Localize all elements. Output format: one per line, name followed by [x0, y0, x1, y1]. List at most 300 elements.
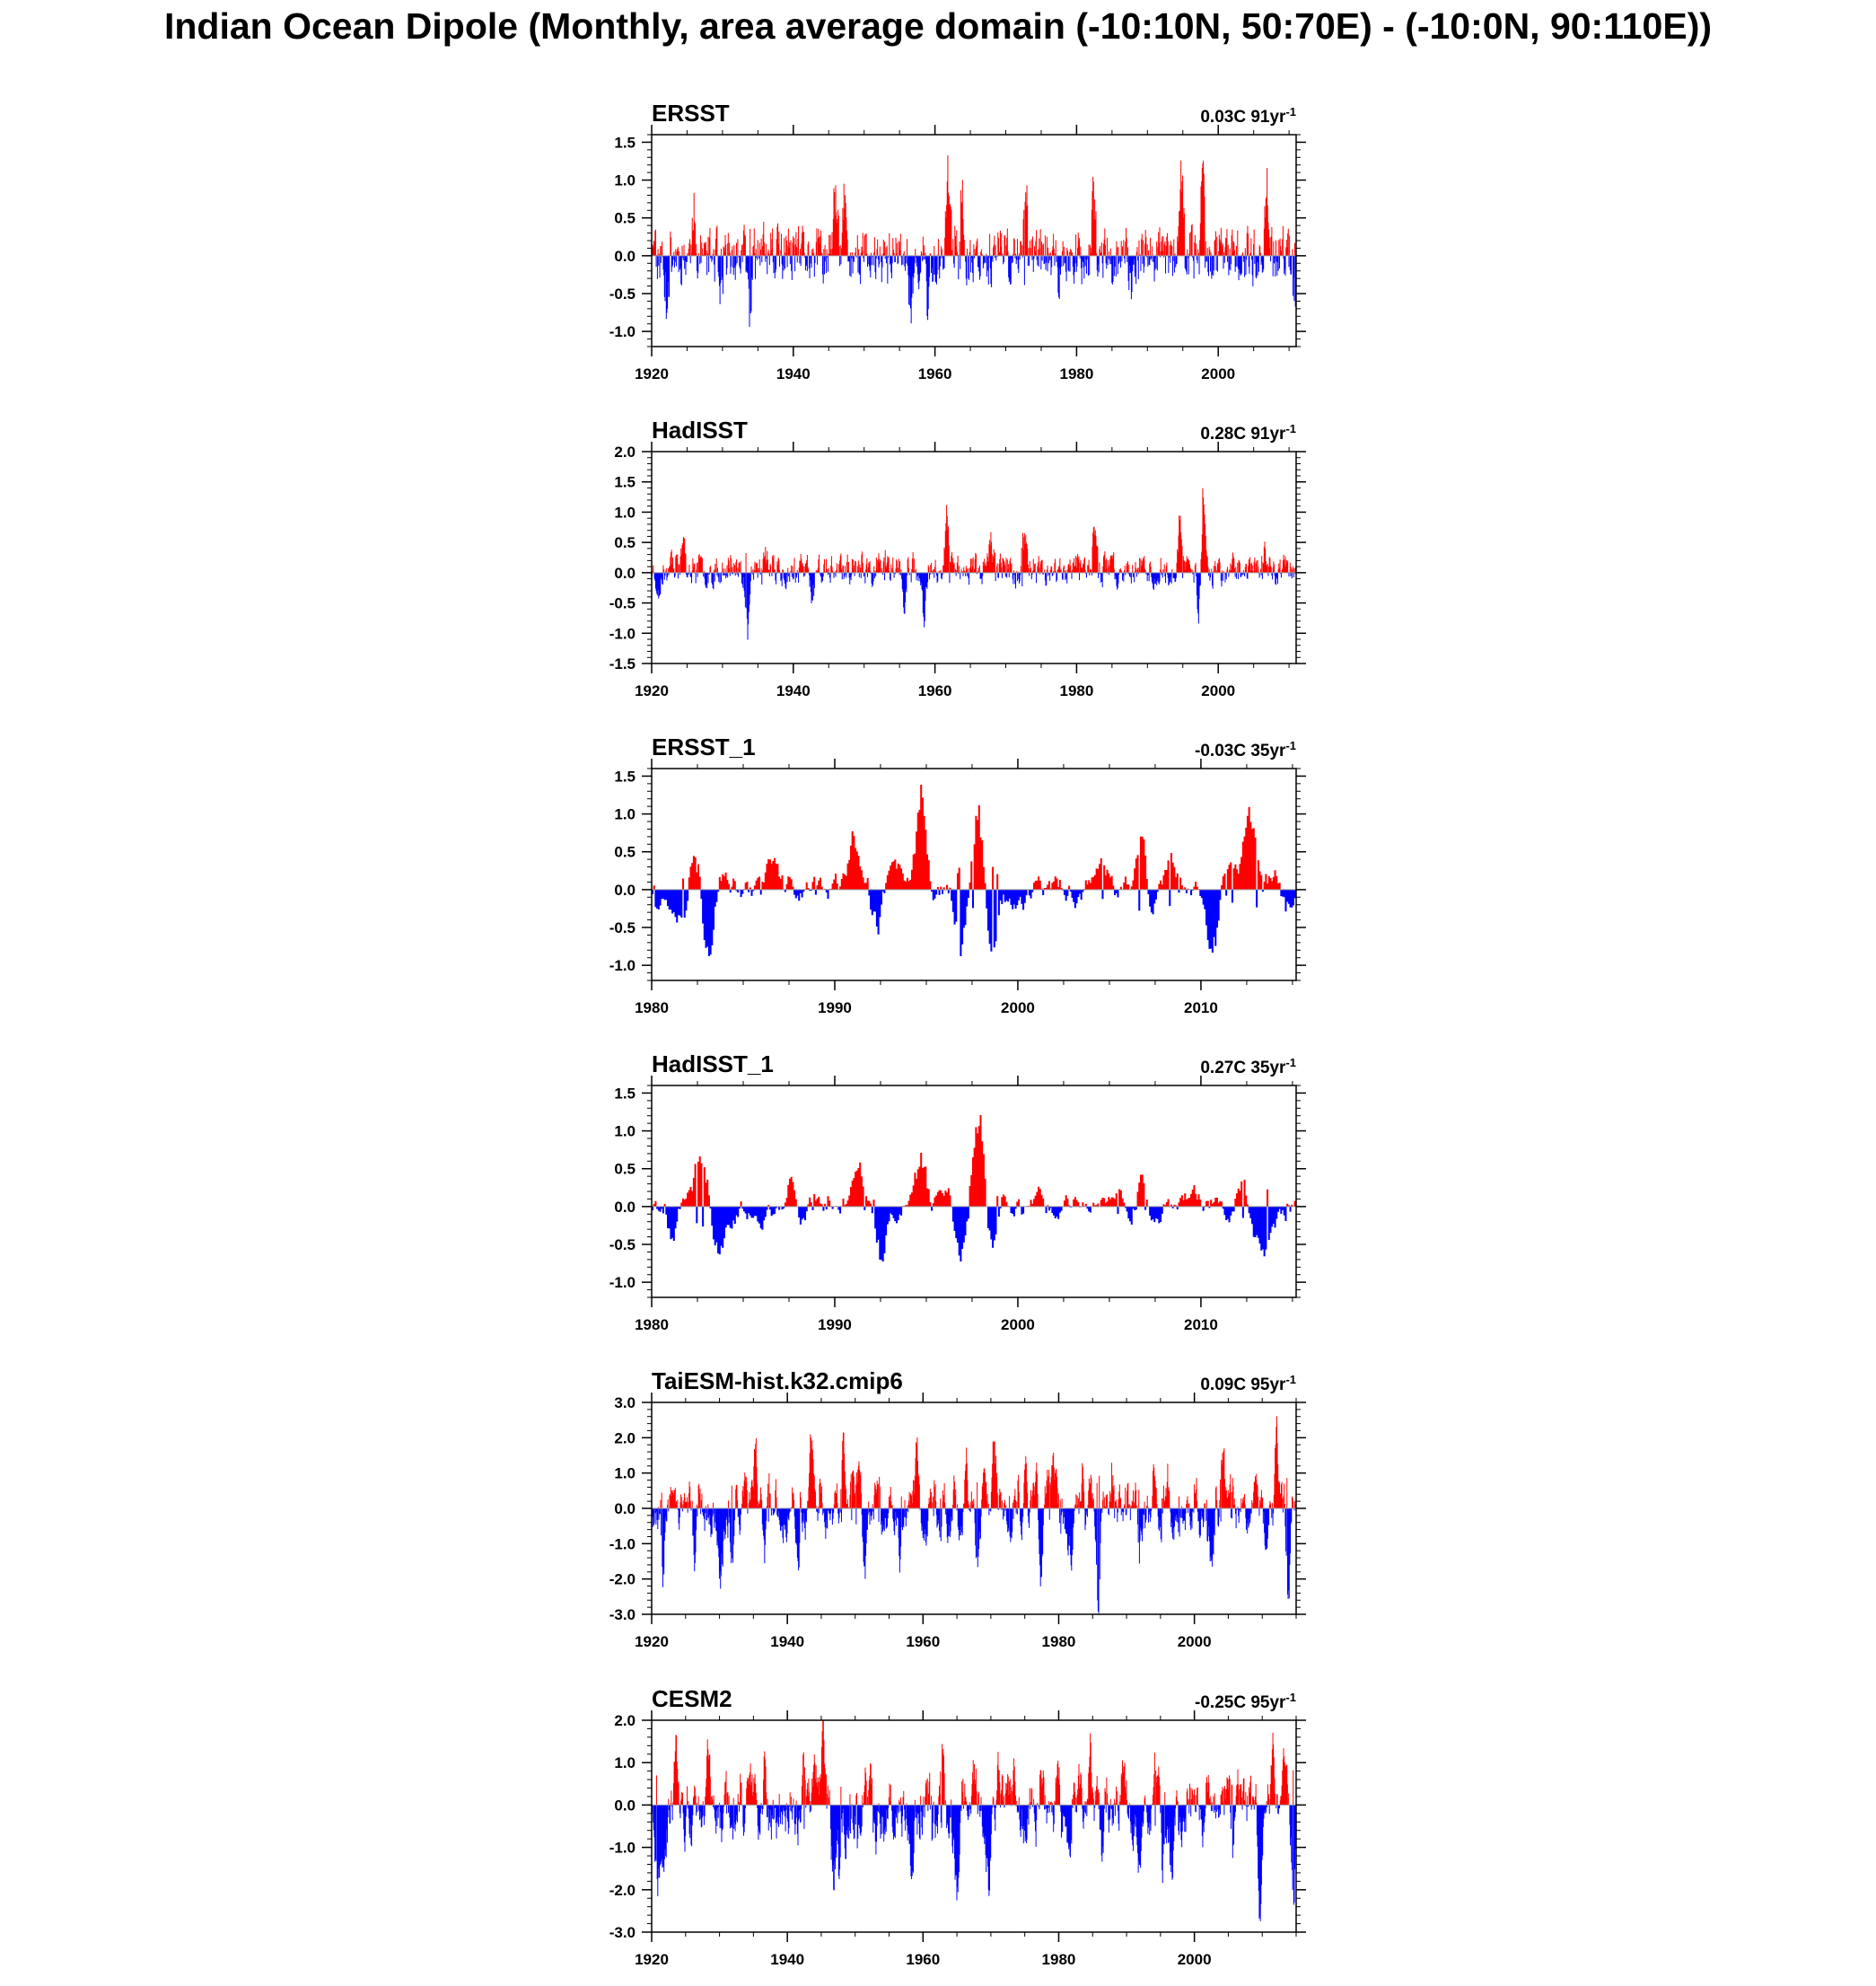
bar [759, 559, 760, 573]
bar [1249, 558, 1250, 573]
bar [710, 1777, 711, 1805]
y-tick-label: -1.5 [609, 655, 636, 672]
bar [696, 1508, 697, 1530]
bar [1130, 1508, 1131, 1520]
bar [714, 256, 715, 282]
y-tick-label: 1.5 [614, 473, 636, 491]
bar [1166, 563, 1167, 573]
bar [892, 256, 893, 264]
bar [691, 573, 692, 584]
bar [808, 242, 809, 256]
bar [1289, 235, 1290, 255]
bar [778, 1207, 780, 1210]
bar [811, 256, 812, 268]
bar [827, 1508, 828, 1529]
y-tick-label: -1.0 [609, 323, 636, 341]
bar [1123, 573, 1124, 582]
bar [1208, 256, 1209, 277]
bar [1226, 573, 1227, 579]
bar [1145, 237, 1146, 256]
bar [845, 566, 846, 573]
bar [655, 1805, 656, 1860]
bar [872, 1207, 873, 1213]
bar [1099, 1508, 1100, 1613]
bar [1293, 568, 1294, 573]
bar [1127, 884, 1129, 890]
bars [652, 1416, 1296, 1613]
bar [1236, 1508, 1237, 1528]
bar [1001, 1492, 1002, 1508]
bar [782, 573, 783, 586]
bar [901, 256, 902, 265]
bar [733, 563, 734, 573]
bar [973, 558, 974, 573]
bar [771, 573, 772, 576]
bar [959, 867, 960, 889]
bar [1004, 1500, 1005, 1508]
y-tick-label: 1.0 [614, 171, 636, 189]
bar [1058, 1494, 1059, 1508]
bar [1024, 256, 1025, 286]
bar [1079, 1508, 1080, 1514]
bar [931, 1207, 933, 1211]
bar [1077, 1202, 1079, 1207]
bar [761, 568, 762, 573]
bar [1152, 247, 1153, 256]
bar [784, 238, 785, 256]
bar [962, 1508, 963, 1535]
x-tick-label: 1920 [635, 365, 669, 382]
bar [694, 564, 695, 573]
bar [698, 1797, 699, 1806]
bar [747, 1490, 748, 1508]
bar [1237, 256, 1238, 267]
bar [1049, 256, 1050, 260]
bar [870, 561, 871, 573]
bar [1263, 256, 1264, 269]
y-tick-label: -1.0 [609, 1535, 636, 1553]
bar [1294, 243, 1295, 256]
bar [907, 1505, 908, 1508]
bar [1168, 860, 1170, 889]
bar [1209, 250, 1210, 256]
bar [700, 235, 701, 256]
bar [880, 561, 881, 573]
bar [678, 247, 679, 256]
bar [927, 573, 928, 583]
bar [872, 1200, 874, 1207]
bar [1043, 243, 1044, 256]
bar [1106, 558, 1107, 573]
bar [907, 1508, 908, 1512]
bar [699, 256, 700, 264]
bar [1210, 573, 1211, 577]
bar [1232, 890, 1233, 903]
bars [652, 488, 1296, 640]
bar [725, 244, 726, 255]
bar [1048, 1470, 1049, 1508]
bar [1116, 256, 1117, 277]
bar [1001, 233, 1002, 256]
bar [1069, 252, 1070, 256]
panel-title: HadISST [652, 417, 748, 444]
panel-title: ERSST_1 [652, 734, 756, 760]
bar [838, 1508, 839, 1518]
panel-trend: 0.03C $91yr^{-1}$ [1200, 104, 1296, 127]
bar [727, 573, 728, 577]
bar [730, 573, 731, 576]
bar [1086, 573, 1087, 578]
bar [1106, 256, 1107, 268]
y-tick-label: 1.0 [614, 1464, 636, 1482]
bar [660, 1500, 661, 1508]
y-tick-label: -1.0 [609, 1274, 636, 1292]
bar [837, 1503, 838, 1508]
x-tick-label: 1980 [1059, 682, 1094, 699]
y-tick-label: 1.5 [614, 768, 636, 786]
bar [1226, 229, 1227, 256]
bar [1245, 1505, 1246, 1508]
bar [1165, 573, 1166, 583]
bar [1278, 256, 1279, 271]
bar [888, 1508, 889, 1513]
bar [1096, 1508, 1097, 1565]
bar [840, 245, 841, 256]
bar [1211, 568, 1212, 572]
bar [797, 256, 798, 262]
bar [1173, 240, 1174, 256]
bar [1079, 573, 1080, 580]
bar [734, 1508, 735, 1520]
bar [1042, 890, 1044, 895]
bar [823, 573, 824, 576]
bar [848, 562, 849, 573]
bar [789, 573, 790, 582]
bar [968, 568, 969, 573]
bar [1206, 1499, 1207, 1508]
bar [969, 240, 970, 256]
bar [799, 256, 800, 263]
bar [668, 1499, 669, 1508]
bar [958, 556, 959, 573]
bar [823, 256, 824, 284]
bar [1236, 573, 1237, 579]
bar [1162, 1207, 1163, 1214]
bar [716, 1805, 717, 1826]
bar [889, 557, 890, 572]
bar [690, 1501, 691, 1508]
bar [669, 256, 670, 297]
bar [1080, 247, 1081, 256]
y-tick-label: -3.0 [609, 1606, 636, 1623]
bar [1235, 256, 1236, 267]
y-tick-label: 0.5 [614, 209, 636, 227]
bar [1149, 256, 1150, 265]
bar [1173, 256, 1174, 261]
bar [866, 233, 867, 256]
bar [1121, 1508, 1122, 1516]
bar [706, 256, 707, 275]
bar [998, 573, 999, 578]
bar [803, 573, 804, 577]
bar [1154, 256, 1155, 270]
bar [995, 1207, 996, 1235]
bar [1018, 573, 1019, 579]
bar [1212, 256, 1213, 275]
bar [1283, 226, 1284, 256]
bar [778, 232, 779, 256]
bar [1063, 256, 1064, 266]
bar [826, 256, 827, 273]
bar [1188, 1503, 1189, 1508]
bar [1142, 234, 1143, 256]
bar [1146, 879, 1148, 890]
bar [793, 558, 794, 573]
bar [746, 553, 747, 573]
bar [1049, 573, 1050, 581]
bar [1042, 560, 1043, 573]
bar [838, 564, 839, 573]
bar [997, 1493, 998, 1508]
bar [855, 248, 856, 256]
x-tick-label: 1920 [635, 682, 669, 699]
bar [685, 554, 686, 573]
bar [1190, 569, 1191, 573]
y-tick-label: -0.5 [609, 919, 636, 936]
bar [1083, 1492, 1084, 1508]
bar [1159, 227, 1160, 256]
bar [880, 246, 881, 255]
bar [741, 245, 742, 256]
y-tick-label: 0.0 [614, 1198, 636, 1216]
bar [1269, 237, 1270, 255]
bar [1101, 242, 1102, 256]
bar [1137, 855, 1139, 889]
bar [814, 573, 815, 588]
bar [880, 1487, 881, 1508]
bar [708, 1195, 710, 1206]
y-tick-label: 1.0 [614, 504, 636, 522]
bar [717, 567, 718, 572]
bar [668, 1799, 669, 1806]
bar [1005, 1202, 1007, 1207]
bar [957, 1504, 958, 1508]
bar [1144, 1207, 1146, 1210]
bar [980, 256, 981, 277]
bar [890, 565, 891, 573]
bar [1187, 1496, 1188, 1508]
bar [1171, 246, 1172, 256]
bar [919, 1484, 920, 1508]
bar [1244, 573, 1245, 576]
bar [995, 245, 996, 256]
bars [652, 785, 1296, 956]
y-tick-label: 1.5 [614, 1085, 636, 1103]
bar [858, 560, 859, 572]
bar [1279, 256, 1280, 268]
bar [868, 1501, 869, 1508]
bar [1071, 573, 1072, 579]
bar [1051, 567, 1052, 573]
bar [967, 573, 968, 576]
bar [1271, 1508, 1272, 1518]
bar [1209, 569, 1210, 573]
bar [861, 573, 862, 578]
bar [1022, 1207, 1024, 1214]
bar [1235, 573, 1236, 577]
bar [1293, 256, 1294, 301]
x-tick-label: 1990 [818, 1316, 852, 1333]
bar [1046, 573, 1047, 585]
bar [867, 878, 869, 890]
bar [687, 1787, 688, 1806]
bar [1168, 242, 1169, 256]
bar [784, 256, 785, 271]
bar [915, 249, 916, 256]
bar [897, 243, 898, 256]
bar [1044, 256, 1045, 264]
bar [1213, 573, 1214, 589]
bar [1186, 1508, 1187, 1514]
bar [1127, 561, 1128, 573]
bar [1089, 256, 1090, 276]
bar [1023, 210, 1024, 256]
bar [1194, 573, 1195, 583]
bar [1089, 560, 1090, 573]
bar [1056, 573, 1057, 580]
bar [1224, 256, 1225, 263]
bar [905, 256, 906, 271]
bar [825, 245, 826, 256]
plot-frame [652, 452, 1296, 663]
bar [707, 1504, 708, 1508]
panel-title: CESM2 [652, 1685, 732, 1712]
bar [1135, 567, 1136, 572]
x-tick-label: 1980 [1059, 365, 1094, 382]
bar [878, 1484, 879, 1508]
bar [922, 256, 923, 261]
bar [1196, 563, 1197, 573]
bar [1117, 1207, 1118, 1214]
bar [970, 1508, 971, 1512]
bar [956, 573, 957, 576]
bar [1231, 1508, 1232, 1518]
bar [683, 256, 684, 260]
bar [1030, 1490, 1031, 1508]
bar [1219, 890, 1221, 900]
bar [1146, 1200, 1148, 1207]
bar [979, 566, 980, 573]
bar [1274, 564, 1275, 573]
bar [1177, 874, 1179, 890]
y-tick-label: -1.0 [609, 625, 636, 643]
bar [1047, 237, 1048, 256]
bar [712, 1508, 713, 1516]
bar [976, 554, 977, 572]
bar [1046, 1207, 1048, 1213]
bar [1187, 250, 1188, 256]
bar [706, 573, 707, 588]
bar [1017, 1508, 1018, 1515]
bar [839, 256, 840, 266]
bar [1283, 1508, 1284, 1513]
bar [804, 573, 805, 576]
bar [864, 234, 865, 256]
bar [737, 256, 738, 263]
bar [1114, 1508, 1115, 1518]
bar [841, 568, 842, 572]
bar [1207, 567, 1208, 573]
bar [1138, 890, 1140, 910]
bar [1043, 1508, 1044, 1525]
bar [820, 231, 821, 256]
bar [927, 1508, 928, 1521]
bar [1290, 563, 1291, 573]
bar [757, 563, 758, 573]
bar [908, 567, 909, 572]
bar [906, 573, 907, 593]
bar [1040, 256, 1041, 269]
bar [1128, 1504, 1129, 1508]
bar [766, 1508, 767, 1521]
bar [995, 890, 996, 942]
bar [982, 573, 983, 576]
bar [1271, 567, 1272, 573]
bar [1114, 256, 1115, 267]
bar [1235, 567, 1236, 572]
bar [1250, 238, 1251, 255]
bar [1246, 564, 1247, 573]
bar [986, 256, 987, 277]
bar [851, 1508, 852, 1520]
bar [828, 1200, 830, 1207]
bar [1004, 565, 1005, 572]
bar [1129, 1504, 1130, 1508]
bar [687, 256, 688, 262]
bar [840, 1508, 841, 1513]
bar [935, 1501, 936, 1508]
bar [1251, 1508, 1252, 1514]
bar [1099, 1476, 1100, 1508]
bar [1140, 256, 1141, 271]
bar [941, 1508, 942, 1526]
bar [946, 885, 948, 890]
x-tick-label: 1960 [917, 682, 952, 699]
bar [1035, 564, 1036, 573]
bar [1156, 256, 1157, 268]
bar [1103, 1491, 1104, 1508]
bar [1174, 256, 1175, 273]
bar [873, 256, 874, 266]
bar [1176, 573, 1177, 578]
bar [854, 566, 855, 573]
bar [1262, 1498, 1263, 1508]
bar [1004, 235, 1005, 256]
bar [795, 1200, 797, 1207]
bar [892, 1505, 893, 1508]
bar [1192, 224, 1193, 256]
bar [654, 1201, 656, 1207]
bar [1230, 862, 1232, 889]
bar [1082, 1202, 1083, 1207]
bar [861, 1493, 862, 1508]
bar [662, 573, 663, 584]
bar [767, 1484, 768, 1508]
bar [1107, 238, 1108, 256]
bar [727, 1508, 728, 1538]
bar [673, 568, 674, 573]
bar [708, 256, 709, 272]
